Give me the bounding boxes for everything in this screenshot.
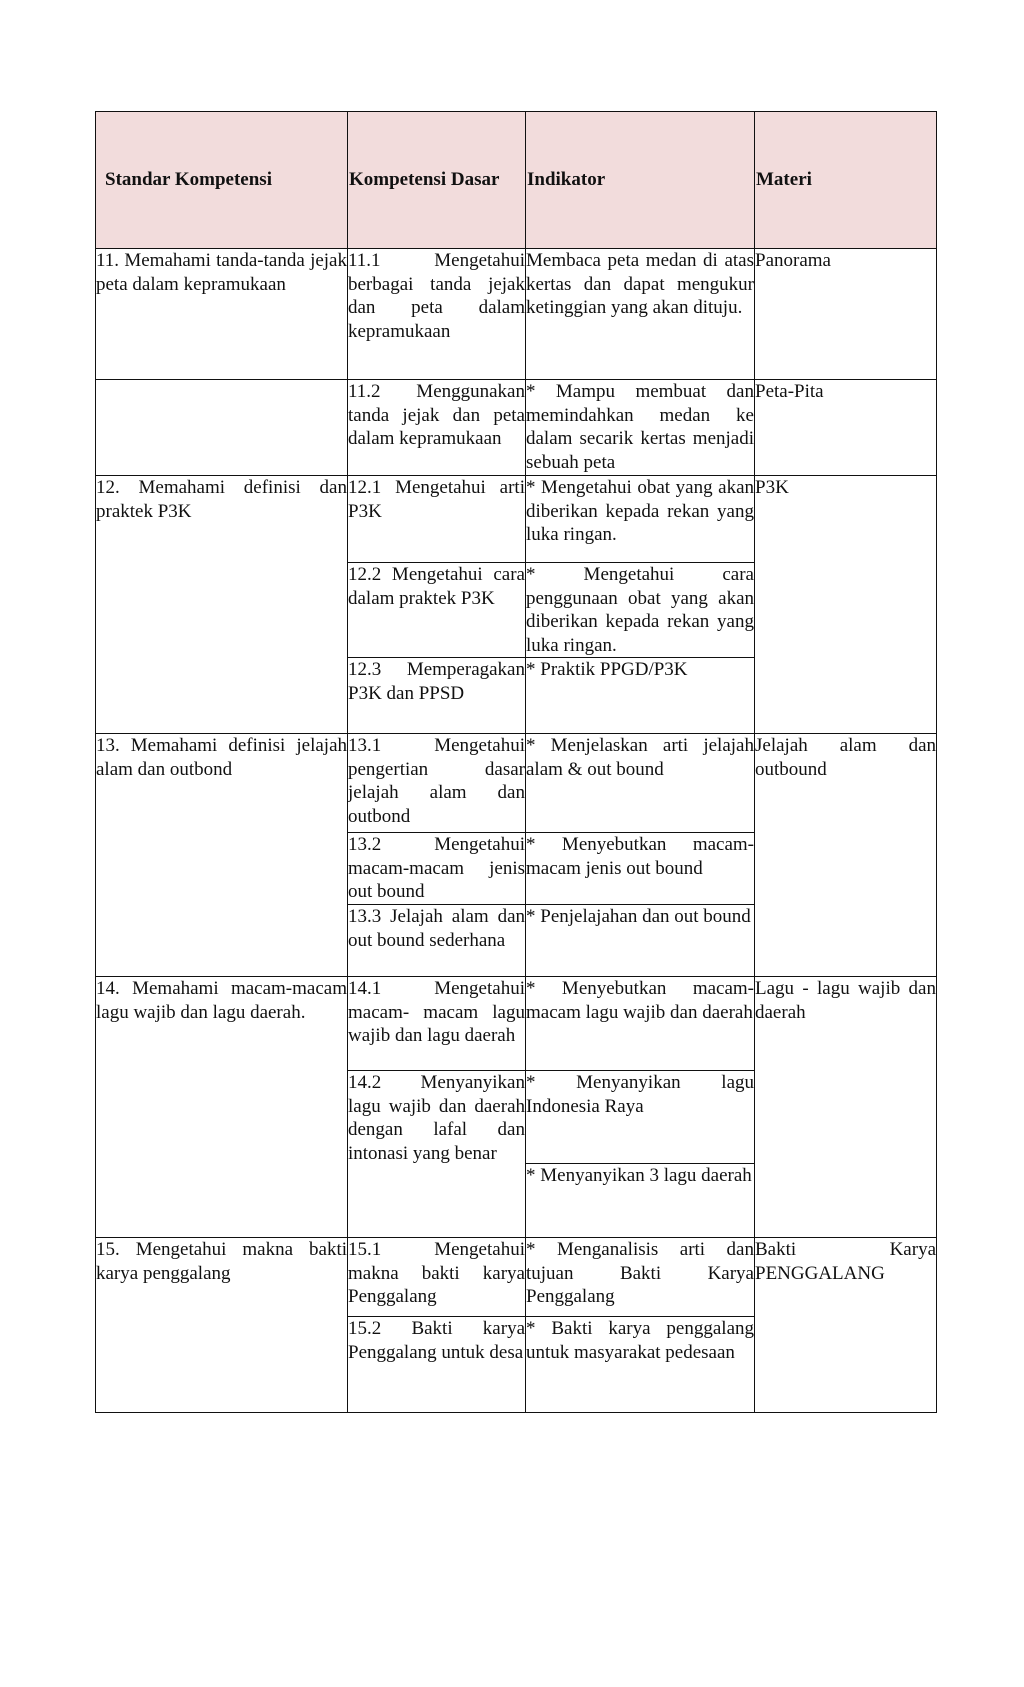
cell-kompetensi-dasar: 13.1 Mengetahui pengertian dasar jelajah alam dan outbond [348, 734, 526, 833]
cell-materi: Peta-Pita [755, 380, 937, 476]
cell-kompetensi-dasar: 14.1 Mengetahui macam- macam lagu wajib dan lagu daerah [348, 977, 526, 1071]
cell-standar-kompetensi: 13. Memahami definisi jelajah alam dan outbond [96, 734, 348, 977]
header-indikator: Indikator [526, 112, 755, 249]
table-row [96, 249, 937, 380]
cell-standar-kompetensi: 11. Memahami tanda-tanda jejak peta dalam kepramukaan [96, 249, 348, 380]
cell-standar-kompetensi [96, 380, 348, 476]
cell-indikator: * Menyebutkan macam-macam lagu wajib dan daerah [526, 977, 755, 1071]
table-row [96, 380, 937, 476]
cell-indikator: * Penjelajahan dan out bound [526, 905, 755, 977]
header-materi: Materi [755, 112, 937, 249]
cell-indikator: * Mengetahui obat yang akan diberikan kepada rekan yang luka ringan. [526, 476, 755, 563]
cell-indikator: * Menyanyikan 3 lagu daerah [526, 1164, 755, 1238]
header-kompetensi-dasar: Kompetensi Dasar [348, 112, 526, 249]
cell-kompetensi-dasar: 11.2 Menggunakan tanda jejak dan peta dalam kepramukaan [348, 380, 526, 476]
cell-kompetensi-dasar: 15.2 Bakti karya Penggalang untuk desa [348, 1317, 526, 1413]
cell-materi: Lagu - lagu wajib dan daerah [755, 977, 937, 1238]
cell-kompetensi-dasar: 15.1 Mengetahui makna bakti karya Penggalang [348, 1238, 526, 1317]
cell-indikator: * Menjelaskan arti jelajah alam & out bound [526, 734, 755, 833]
table-row [96, 977, 937, 1071]
cell-indikator: Membaca peta medan di atas kertas dan dapat mengukur ketinggian yang akan dituju. [526, 249, 755, 380]
competency-table [95, 111, 937, 1413]
cell-standar-kompetensi: 14. Memahami macam-macam lagu wajib dan lagu daerah. [96, 977, 348, 1238]
cell-materi: Bakti Karya PENGGALANG [755, 1238, 937, 1413]
cell-kompetensi-dasar: 12.1 Mengetahui arti P3K [348, 476, 526, 563]
cell-kompetensi-dasar: 13.3 Jelajah alam dan out bound sederhana [348, 905, 526, 977]
cell-kompetensi-dasar: 12.2 Mengetahui cara dalam praktek P3K [348, 563, 526, 658]
cell-indikator: * Menyanyikan lagu Indonesia Raya [526, 1071, 755, 1164]
cell-kompetensi-dasar: 14.2 Menyanyikan lagu wajib dan daerah dengan lafal dan intonasi yang benar [348, 1071, 526, 1238]
cell-indikator: * Menganalisis arti dan tujuan Bakti Karya Penggalang [526, 1238, 755, 1317]
cell-kompetensi-dasar: 11.1 Mengetahui berbagai tanda jejak dan peta dalam kepramukaan [348, 249, 526, 380]
cell-materi: P3K [755, 476, 937, 734]
table-header-row [96, 112, 937, 249]
cell-indikator: * Bakti karya penggalang untuk masyarakat pedesaan [526, 1317, 755, 1413]
cell-standar-kompetensi: 15. Mengetahui makna bakti karya penggalang [96, 1238, 348, 1413]
cell-indikator: * Mampu membuat dan memindahkan medan ke dalam secarik kertas menjadi sebuah peta [526, 380, 755, 476]
cell-kompetensi-dasar: 13.2 Mengetahui macam-macam jenis out bound [348, 833, 526, 905]
header-standar-kompetensi: Standar Kompetensi [96, 112, 348, 249]
table-row [96, 1238, 937, 1317]
cell-indikator: * Mengetahui cara penggunaan obat yang akan diberikan kepada rekan yang luka ringan. [526, 564, 754, 656]
table-row [96, 476, 937, 563]
cell-materi: Panorama [755, 249, 937, 380]
cell-kompetensi-dasar: 12.3 Memperagakan P3K dan PPSD [348, 658, 526, 734]
cell-standar-kompetensi: 12. Memahami definisi dan praktek P3K [96, 476, 348, 734]
cell-indikator: * Menyebutkan macam-macam jenis out bound [526, 833, 755, 905]
cell-materi: Jelajah alam dan outbound [755, 734, 937, 977]
table-row [96, 734, 937, 833]
cell-indikator: * Praktik PPGD/P3K [526, 658, 755, 734]
